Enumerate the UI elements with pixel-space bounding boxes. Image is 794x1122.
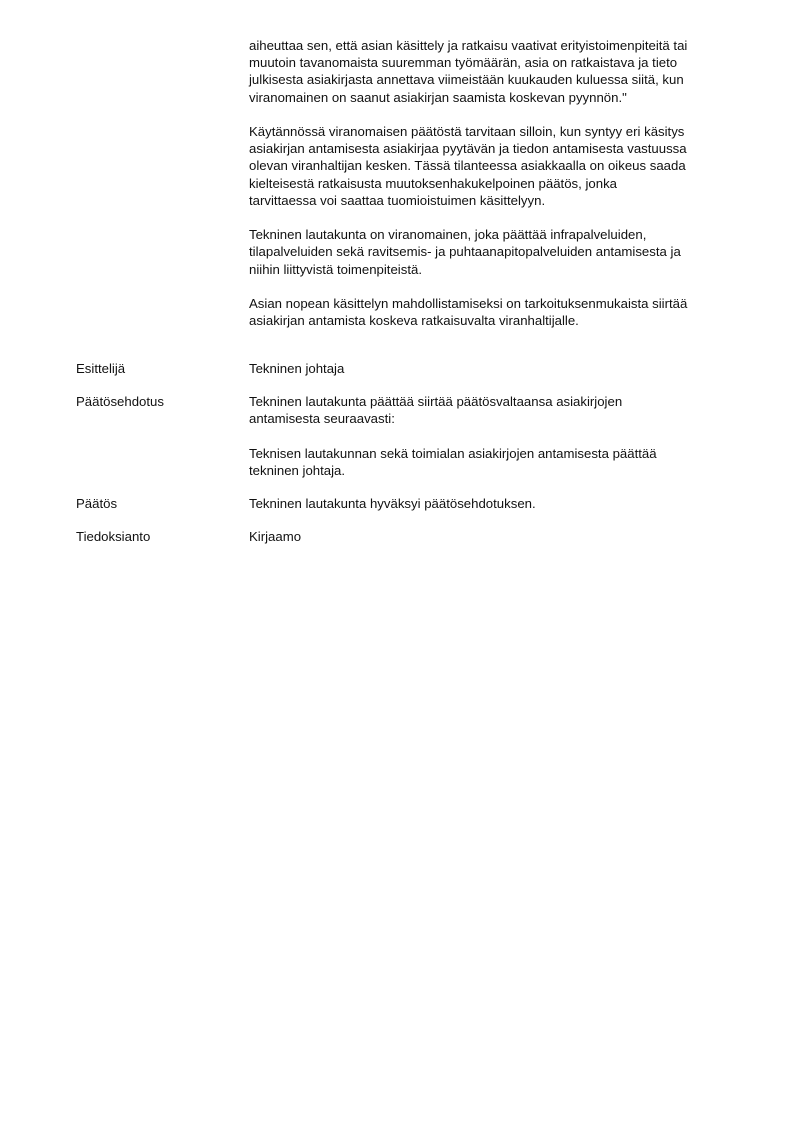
paatosehdotus-paragraph-1: Tekninen lautakunta päättää siirtää päätösvaltaansa asiakirjojen antamisesta seuraavasti:	[249, 394, 623, 427]
paatos-value: Tekninen lautakunta hyväksyi päätösehdotuksen.	[249, 496, 536, 511]
intro-paragraph-1: aiheuttaa sen, että asian käsittely ja ratkaisu vaativat erityistoimenpiteitä tai muutoin tavanomaista suuremman työmäärän, asia on ratkaistava ja tieto julkisesta asiakirjasta annettava viimeistään kuukauden kuluessa siitä, kun viranomainen on saanut asiakirjan saamista koskevan pyynnön."	[249, 38, 688, 105]
intro-paragraph-3: Tekninen lautakunta on viranomainen, joka päättää infrapalveluiden, tilapalveluiden sekä ravitsemis- ja puhtaanapitopalveluiden antamisesta ja niihin liittyvistä toimenpiteistä.	[249, 227, 681, 277]
intro-section	[249, 37, 744, 329]
tiedoksianto-content	[249, 528, 744, 545]
esittelija-label: Esittelijä	[76, 361, 126, 376]
paatos-label: Päätös	[76, 496, 118, 511]
paatosehdotus-label: Päätösehdotus	[76, 394, 164, 409]
intro-paragraph-4: Asian nopean käsittelyn mahdollistamiseksi on tarkoituksenmukaista siirtää asiakirjan antamista koskeva ratkaisuvalta viranhaltijalle.	[249, 296, 688, 329]
intro-paragraph-2: Käytännössä viranomaisen päätöstä tarvitaan silloin, kun syntyy eri käsitys asiakirjan antamisesta asiakirjaa pyytävän ja tiedon antamisesta vastuussa olevan viranhaltijan kesken. Tässä tilanteessa asiakkaalla on oikeus saada kielteisestä ratkaisusta muutoksenhakukelpoinen päätös, jonka tarvittaessa voi saattaa tuomioistuimen käsittelyyn.	[249, 124, 687, 208]
paatosehdotus-paragraph-2: Teknisen lautakunnan sekä toimialan asiakirjojen antamisesta päättää tekninen johtaja.	[249, 445, 657, 478]
tiedoksianto-value: Kirjaamo	[249, 529, 302, 544]
paatos-content	[249, 495, 744, 512]
esittelija-value: Tekninen johtaja	[249, 361, 345, 376]
paatosehdotus-content	[249, 393, 744, 479]
esittelija-content	[249, 360, 744, 377]
tiedoksianto-label: Tiedoksianto	[76, 529, 151, 544]
